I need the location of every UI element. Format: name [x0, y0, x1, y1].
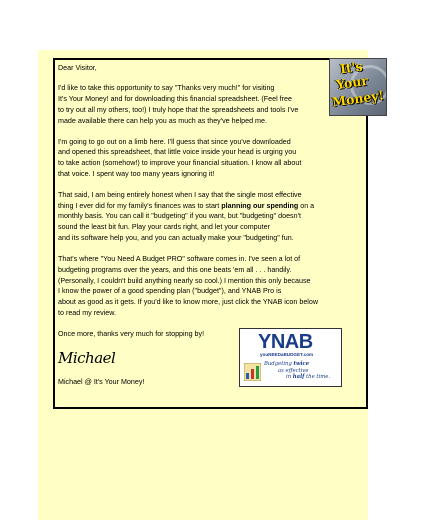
paragraph-line: monthly basis. You can call it "budgeting" if you want, but "budgeting" doesn't [58, 212, 301, 221]
logo-line-3: Money! [331, 87, 385, 110]
paragraph-line: That said, I am being entirely honest when I say that the single most effective [58, 190, 302, 199]
paragraph-line: to try out all my others, too!) I truly hope that the spreadsheets and tools I've [58, 106, 299, 115]
logo-line-1: It's [339, 58, 364, 77]
paragraph-line: and opened this spreadsheet, that little voice inside your head is urging you [58, 148, 297, 157]
letter-greeting: Dear Visitor, [58, 64, 97, 72]
planning-our-spending-emphasis: planning our spending [221, 201, 299, 210]
letter-closing: Once more, thanks very much for stopping by! [58, 329, 205, 338]
letter-paragraph-3 [58, 190, 363, 245]
letter-paragraph-2 [58, 137, 363, 181]
paragraph-line: I'm going to go out on a limb here. I'll guess that since you've downloaded [58, 137, 291, 146]
paragraph-line: sound the least bit fun. Play your cards right, and let your computer [58, 223, 270, 232]
paragraph-line: that voice. I spent way too many years ignoring it! [58, 170, 215, 179]
its-your-money-logo[interactable] [329, 58, 387, 116]
handwritten-signature: Michael [58, 349, 116, 368]
ynab-tagline: Budgeting twice as effective in half the time. [264, 361, 331, 381]
paragraph-line: I'd like to take this opportunity to say "Thanks very much!" for visiting [58, 84, 275, 93]
ynab-link-icon[interactable] [239, 328, 342, 387]
paragraph-line: made available there can help you as much as they've helped me. [58, 117, 267, 126]
paragraph-line: (Personally, I couldn't build anything nearly so cool.) I mention this only because [58, 276, 311, 285]
paragraph-line: That's where "You Need A Budget PRO" software comes in. I've seen a lot of [58, 254, 301, 263]
paragraph-line: and its software help you, and you can actually make your "budgeting" fun. [58, 234, 294, 243]
paragraph-line: budgeting programs over the years, and this one beats 'em all . . . handily. [58, 265, 292, 274]
letter-paragraph-4 [58, 254, 363, 319]
paragraph-line: about as good as it gets. If you'd like to know more, just click the YNAB icon below [58, 298, 319, 307]
bar-chart-icon [244, 363, 261, 381]
paragraph-line: I know the power of a good spending plan ("budget"), and YNAB Pro is [58, 287, 282, 296]
ynab-wordmark: YNAB [258, 331, 313, 353]
letter-paragraph-1 [58, 83, 363, 127]
paragraph-line: thing I ever did for my family's finances was to start planning our spending on a [58, 201, 315, 210]
paragraph-line: to read my review. [58, 309, 116, 318]
ynab-url: youNEEDaBUDGET.com [260, 352, 314, 357]
paragraph-line: It's Your Money! and for downloading this financial spreadsheet. (Feel free [58, 95, 292, 104]
paragraph-line: to take action (somehow!) to improve your financial situation. I know all about [58, 159, 302, 168]
letter-sign-off: Michael @ It's Your Money! [58, 377, 145, 386]
welcome-letter-box [53, 58, 385, 409]
logo-line-2: Your [335, 72, 369, 93]
